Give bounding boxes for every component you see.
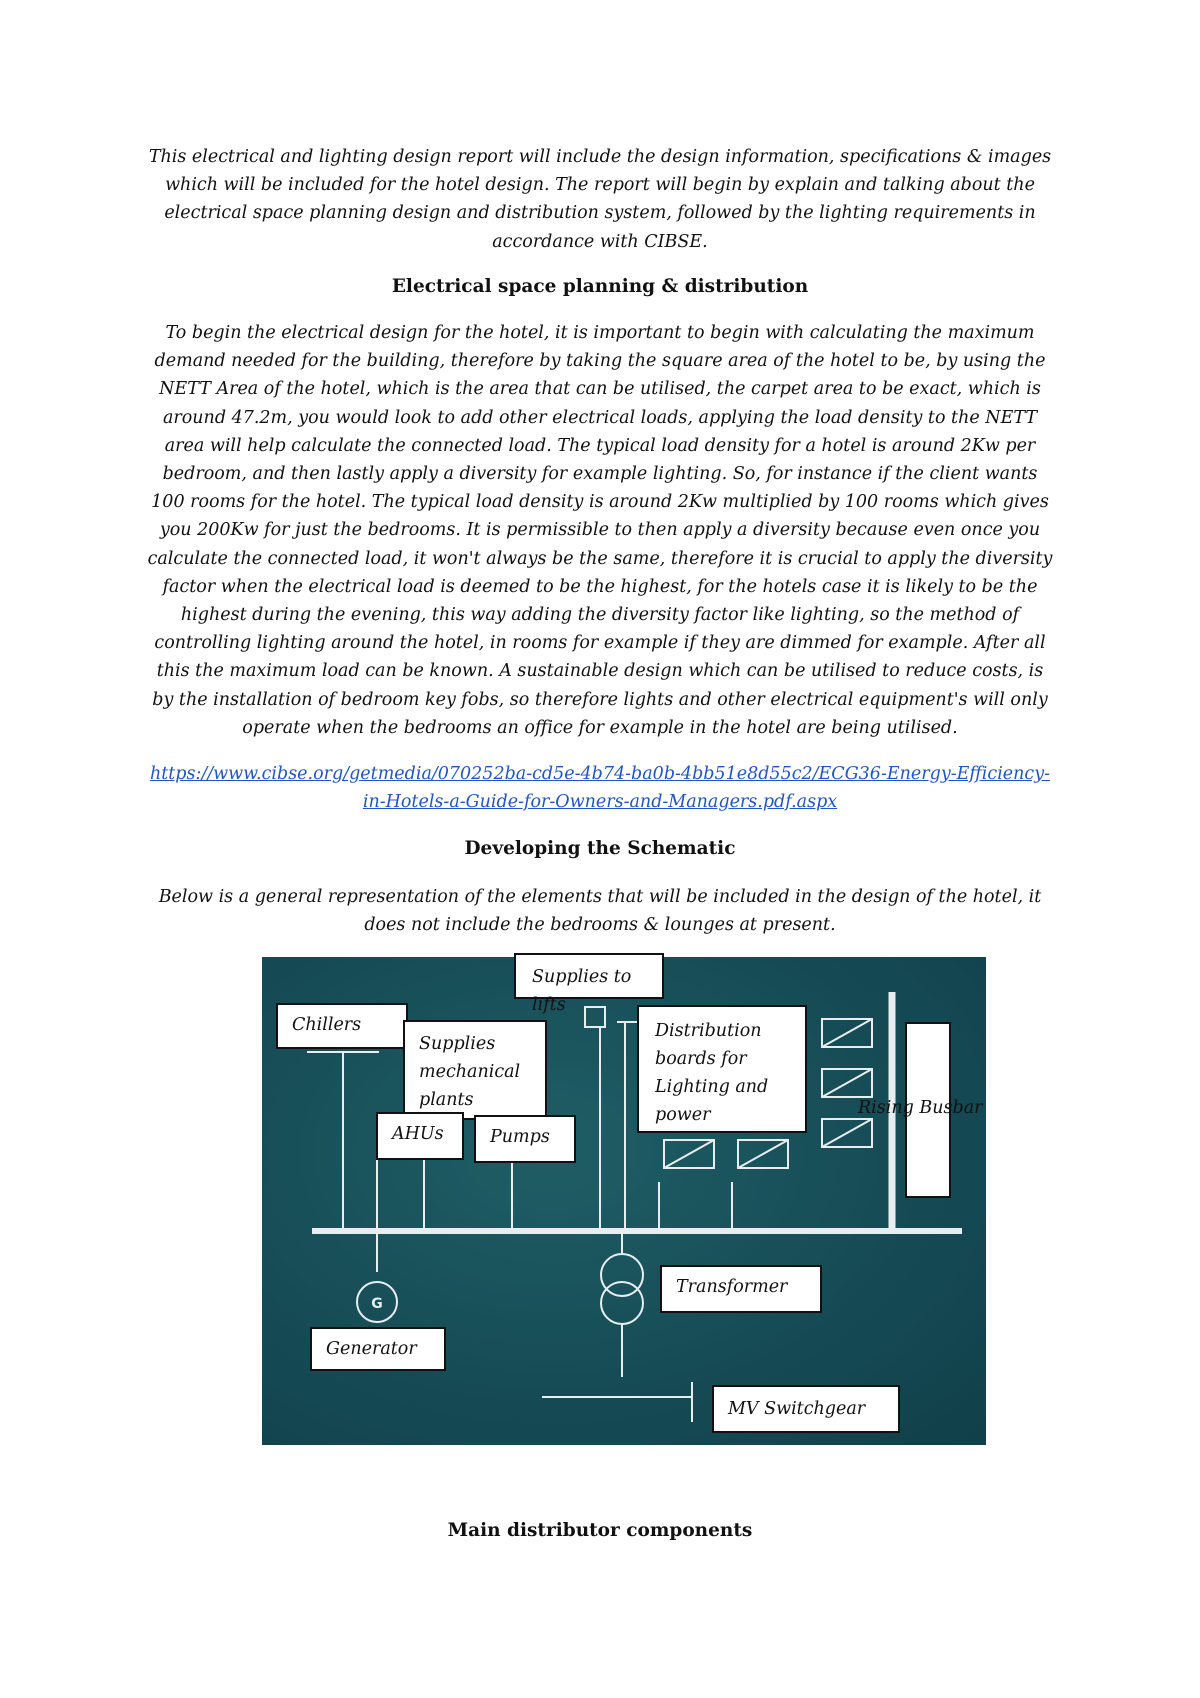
electrical-schematic-diagram (262, 957, 986, 1445)
section-heading-electrical-space-planning: Electrical space planning & distribution (391, 276, 809, 297)
distribution-boards-label-box (637, 1005, 807, 1133)
transformer-coil-1 (601, 1254, 643, 1296)
intro-paragraph: This electrical and lighting design report will include the design information, specifications & images which will be included for the hotel design. The report will begin by explain and talking about the electrical space planning design and distribution system, followed by the lighting requirements in accordance with CIBSE. (148, 147, 1052, 252)
mechanical-label-line1: Supplies (419, 1034, 496, 1054)
chillers-label-box (276, 1003, 408, 1049)
generator-label: Generator (326, 1339, 417, 1359)
pumps-label: Pumps (490, 1127, 550, 1147)
transformer-label: Transformer (676, 1277, 788, 1297)
mechanical-label-line3: plants (419, 1090, 474, 1110)
rising-busbar-label: Rising Busbar (858, 1098, 983, 1118)
cibse-reference-link-container (145, 760, 1055, 816)
transformer-coil-2 (601, 1282, 643, 1324)
ahus-label-box (376, 1112, 464, 1160)
mv-switchgear-label: MV Switchgear (728, 1399, 866, 1419)
cibse-reference-link[interactable]: https://www.cibse.org/getmedia/070252ba-cd5e-4b74-ba0b-4bb51e8d55c2/ECG36-Energy-Efficiency-in-Hotels-a-Guide-for-Owners-and-Managers.pdf.aspx (149, 764, 1051, 812)
electrical-planning-paragraph: To begin the electrical design for the hotel, it is important to begin with calculating the maximum demand needed for the building, therefore by taking the square area of the hotel to be, by using the NETT Area of the hotel, which is the area that can be utilised, the carpet area to be exact, which is around 47.2m, you would look to add other electrical loads, applying the load density to the NETT area will help calculate the connected load. The typical load density for a hotel is around 2Kw per bedroom, and then lastly apply a diversity for example lighting. So, for instance if the client wants 100 rooms for the hotel. The typical load density is around 2Kw multiplied by 100 rooms which gives you 200Kw for just the bedrooms. It is permissible to then apply a diversity because even once you calculate the connected load, it won't always be the same, therefore it is crucial to apply the diversity factor when the electrical load is deemed to be the highest, for the hotels case it is likely to be the highest during the evening, this way adding the diversity factor like lighting, so the method of controlling lighting around the hotel, in rooms for example if they are dimmed for example. After all this the maximum load can be known. A sustainable design which can be utilised to reduce costs, is by the installation of bedroom key fobs, so therefore lights and other electrical equipment's will only operate when the bedrooms an office for example in the hotel are being utilised. (147, 323, 1053, 738)
transformer-label-box (660, 1265, 822, 1313)
distribution-label-line2: boards for (655, 1049, 747, 1069)
distribution-label-line4: power (655, 1105, 711, 1125)
distribution-label-line3: Lighting and (655, 1077, 769, 1097)
generator-label-box (310, 1327, 446, 1371)
lifts-label-box (514, 953, 664, 1015)
mv-switchgear-label-box (712, 1385, 900, 1433)
mechanical-plants-label-box (403, 1020, 547, 1120)
generator-symbol: G (371, 1296, 383, 1312)
distribution-label-line1: Distribution (655, 1021, 762, 1041)
mechanical-label-line2: mechanical (419, 1062, 521, 1082)
section-heading-developing-schematic: Developing the Schematic (464, 838, 736, 859)
lifts-label: Supplies to lifts (532, 967, 632, 1015)
ahus-label: AHUs (392, 1124, 444, 1144)
chillers-label: Chillers (292, 1015, 362, 1035)
schematic-intro-paragraph: Below is a general representation of the elements that will be included in the design of the hotel, it does not include the bedrooms & lounges at present. (158, 887, 1042, 936)
section-heading-main-distributor: Main distributor components (447, 1520, 753, 1541)
pumps-label-box (474, 1115, 576, 1163)
